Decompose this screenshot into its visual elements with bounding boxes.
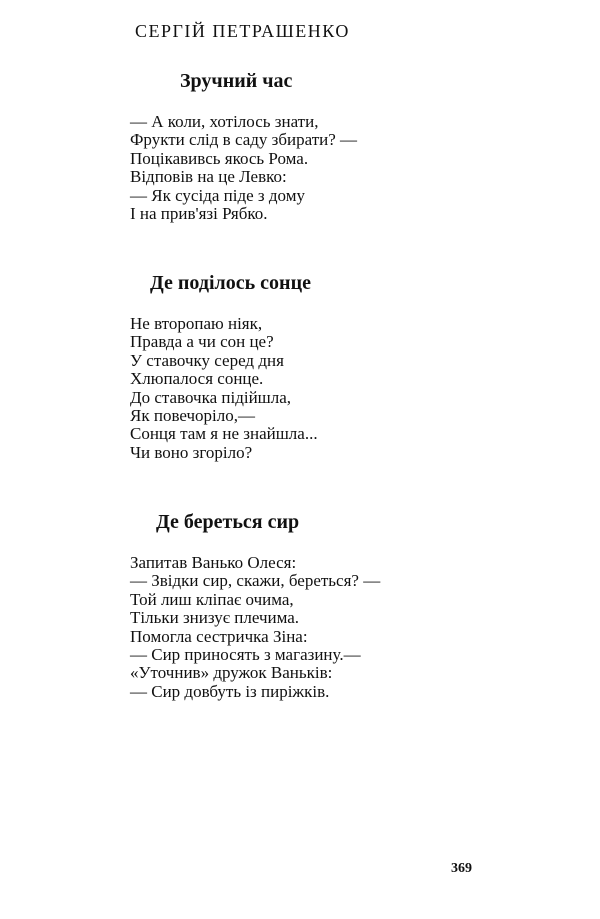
poem-title-de-beretsia-syr: Де береться сир: [156, 511, 300, 533]
poem-line: Фрукти слід в саду збирати? —: [130, 130, 358, 150]
poem-line: Запитав Ванько Олеся:: [130, 553, 297, 572]
poem-line: Той лиш кліпає очима,: [130, 589, 294, 609]
poem-line: Правда а чи сон це?: [130, 332, 274, 352]
poem-line: Як повечоріло,—: [130, 406, 256, 426]
poem-line: — Звідки сир, скажи, береться? —: [130, 571, 381, 591]
poem-line: — Як сусіда піде з дому: [130, 185, 305, 205]
poem-title-de-podilos-sontse: Де поділось сонце: [150, 272, 311, 294]
poem-line: У ставочку серед дня: [130, 350, 284, 370]
poem-line: «Уточнив» дружок Ваньків:: [130, 663, 333, 683]
poem-line: — А коли, хотілось знати,: [130, 112, 319, 131]
poem-body-de-beretsia-syr: [130, 554, 380, 701]
poem-line: І на прив'язі Рябко.: [130, 204, 268, 224]
poem-line: Хлюпалося сонце.: [130, 369, 264, 389]
poem-title-zruchnyi-chas: Зручний час: [180, 70, 293, 92]
poem-line: — Сир приносять з магазину.—: [130, 645, 361, 665]
poem-line: Помогла сестричка Зіна:: [130, 626, 308, 646]
poem-line: До ставочка підійшла,: [130, 387, 292, 407]
poem-line: Не второпаю ніяк,: [130, 314, 263, 333]
page-number: 369: [451, 861, 472, 876]
poem-line: — Сир довбуть із пиріжків.: [130, 681, 330, 701]
poem-body-zruchnyi-chas: [130, 113, 357, 223]
poem-line: Поцікавивсь якось Рома.: [130, 148, 309, 168]
poem-line: Тільки знизує плечима.: [130, 608, 300, 628]
poem-line: Чи воно згоріло?: [130, 442, 253, 462]
poem-body-de-podilos-sontse: [130, 315, 318, 462]
poem-line: Сонця там я не знайшла...: [130, 424, 318, 444]
poem-line: Відповів на це Левко:: [130, 167, 287, 187]
author-name: СЕРГІЙ ПЕТРАШЕНКО: [135, 21, 350, 41]
